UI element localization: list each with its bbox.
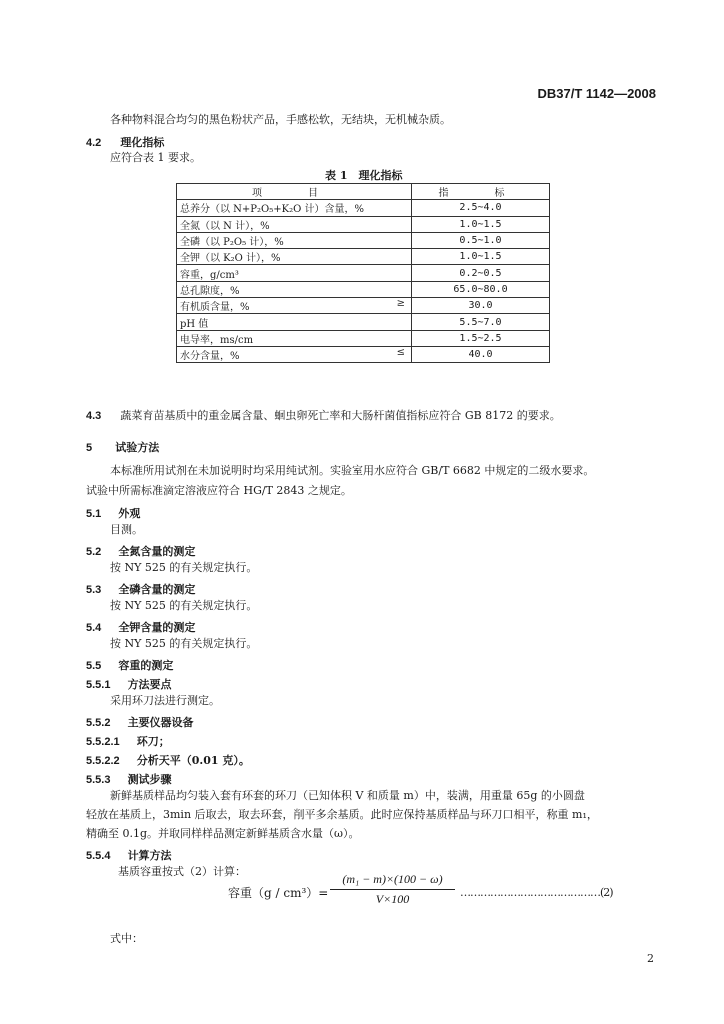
section-title: 全钾含量的测定 bbox=[118, 621, 196, 634]
table-caption: 表 1 理化指标 bbox=[325, 169, 403, 182]
section-number: 4.2 bbox=[86, 137, 102, 149]
row-value: 65.0~80.0 bbox=[412, 281, 550, 297]
section-title: 外观 bbox=[118, 507, 141, 520]
row-item bbox=[177, 281, 412, 297]
section-number: 5.5.4 bbox=[86, 850, 111, 862]
section-title: 全氮含量的测定 bbox=[118, 545, 196, 558]
section-title: 容重的测定 bbox=[118, 659, 174, 672]
table-row bbox=[177, 232, 550, 248]
section-5-5-3-line2: 轻放在基质上，3min 后取去，取去环套，削平多余基质。此时应保持基质样品与环刀口相平，称重 m₁， bbox=[86, 808, 598, 821]
equation-label: ……………………………………(2) bbox=[460, 886, 613, 899]
section-5-2-heading bbox=[86, 540, 195, 559]
formula-denominator: V×100 bbox=[375, 892, 410, 906]
section-number: 4.3 bbox=[86, 410, 102, 422]
section-5-5-4-text: 基质容重按式（2）计算： bbox=[118, 865, 246, 878]
row-item bbox=[177, 265, 412, 281]
section-title: 环刀； bbox=[136, 735, 170, 748]
section-number: 5.1 bbox=[86, 508, 102, 520]
item-label: 有机质含量，% bbox=[180, 302, 250, 314]
section-title: 理化指标 bbox=[120, 136, 165, 149]
formula-fraction bbox=[330, 872, 455, 907]
section-title: 方法要点 bbox=[127, 678, 172, 691]
section-5-3-heading bbox=[86, 578, 195, 597]
table-row bbox=[177, 249, 550, 265]
row-item bbox=[177, 314, 412, 330]
section-5-2-text: 按 NY 525 的有关规定执行。 bbox=[110, 561, 258, 574]
row-value: 30.0 bbox=[412, 298, 550, 314]
table-row bbox=[177, 346, 550, 362]
section-title: 主要仪器设备 bbox=[127, 716, 194, 729]
row-value: 1.5~2.5 bbox=[412, 330, 550, 346]
section-5-3-text: 按 NY 525 的有关规定执行。 bbox=[110, 599, 258, 612]
section-5-1-text: 目测。 bbox=[110, 523, 143, 536]
item-label: 电导率，ms/cm bbox=[180, 334, 254, 346]
section-5-1-heading bbox=[86, 502, 140, 521]
row-item bbox=[177, 330, 412, 346]
section-5-5-2-2 bbox=[86, 749, 250, 768]
section-5-5-3-line1: 新鲜基质样品均匀装入套有环套的环刀（已知体积 V 和质量 m）中，装满，用重量 65g 的小圆盘 bbox=[110, 789, 585, 802]
section-5-4-text: 按 NY 525 的有关规定执行。 bbox=[110, 637, 258, 650]
section-5-para-line1: 本标准所用试剂在未加说明时均采用纯试剂。实验室用水应符合 GB/T 6682 中规定的二级水要求。 bbox=[110, 464, 595, 477]
table-row bbox=[177, 281, 550, 297]
section-5-4-heading bbox=[86, 616, 195, 635]
item-symbol: ≥ bbox=[396, 298, 405, 310]
section-number: 5.3 bbox=[86, 584, 102, 596]
table-row bbox=[177, 314, 550, 330]
where-label: 式中： bbox=[110, 932, 143, 945]
row-item bbox=[177, 346, 412, 362]
properties-table bbox=[176, 183, 550, 363]
section-5-para-line2: 试验中所需标准滴定溶液应符合 HG/T 2843 之规定。 bbox=[86, 484, 352, 497]
section-5-5-3-line3: 精确至 0.1g。并取同样样品测定新鲜基质含水量（ω）。 bbox=[86, 827, 360, 840]
formula-numerator: (m₁ − m)×(100 − ω) bbox=[330, 872, 455, 890]
item-label: 全钾（以 K₂O 计），% bbox=[180, 253, 281, 265]
item-label: 总养分（以 N+P₂O₅+K₂O 计）含量，% bbox=[180, 204, 364, 216]
section-5-heading bbox=[86, 436, 159, 455]
table-row bbox=[177, 298, 550, 314]
column-header-item: 项 目 bbox=[177, 184, 412, 200]
section-text: 蔬菜育苗基质中的重金属含量、蛔虫卵死亡率和大肠杆菌值指标应符合 GB 8172 的要求。 bbox=[120, 409, 561, 422]
section-number: 5.2 bbox=[86, 546, 102, 558]
row-value: 5.5~7.0 bbox=[412, 314, 550, 330]
section-number: 5.5.2 bbox=[86, 717, 111, 729]
section-number: 5.4 bbox=[86, 622, 102, 634]
row-value: 0.2~0.5 bbox=[412, 265, 550, 281]
section-5-5-2-heading bbox=[86, 711, 194, 730]
item-label: 水分含量，% bbox=[180, 351, 240, 363]
intro-text: 各种物料混合均匀的黑色粉状产品，手感松软，无结块，无机械杂质。 bbox=[110, 113, 451, 126]
section-title: 试验方法 bbox=[115, 441, 160, 454]
section-5-5-4-heading bbox=[86, 844, 172, 863]
row-item bbox=[177, 232, 412, 248]
row-value: 1.0~1.5 bbox=[412, 249, 550, 265]
column-header-value: 指 标 bbox=[412, 184, 550, 200]
section-4-3 bbox=[86, 404, 561, 423]
section-number: 5.5.3 bbox=[86, 774, 111, 786]
section-number: 5.5 bbox=[86, 660, 102, 672]
row-value: 0.5~1.0 bbox=[412, 232, 550, 248]
row-item bbox=[177, 216, 412, 232]
row-value: 2.5~4.0 bbox=[412, 200, 550, 216]
section-5-5-1-text: 采用环刀法进行测定。 bbox=[110, 694, 220, 707]
table-row bbox=[177, 216, 550, 232]
section-number: 5.5.2.1 bbox=[86, 736, 120, 748]
formula-lhs: 容重（g / cm³）= bbox=[228, 886, 329, 900]
table-row bbox=[177, 330, 550, 346]
section-title: 计算方法 bbox=[127, 849, 172, 862]
section-title: 分析天平（0.01 克）。 bbox=[136, 754, 250, 767]
table-row bbox=[177, 200, 550, 216]
item-label: 容重，g/cm³ bbox=[180, 269, 239, 281]
table-row bbox=[177, 265, 550, 281]
row-value: 40.0 bbox=[412, 346, 550, 362]
section-5-5-heading bbox=[86, 654, 173, 673]
row-value: 1.0~1.5 bbox=[412, 216, 550, 232]
standard-code: DB37/T 1142—2008 bbox=[537, 86, 656, 101]
item-label: 总孔隙度，% bbox=[180, 285, 240, 297]
item-label: 全磷（以 P₂O₅ 计），% bbox=[180, 237, 284, 249]
row-item bbox=[177, 249, 412, 265]
row-item bbox=[177, 200, 412, 216]
section-number: 5 bbox=[86, 442, 93, 454]
item-label: 全氮（以 N 计），% bbox=[180, 220, 270, 232]
section-title: 全磷含量的测定 bbox=[118, 583, 196, 596]
page-number: 2 bbox=[647, 952, 654, 965]
row-item bbox=[177, 298, 412, 314]
section-title: 测试步骤 bbox=[127, 773, 172, 786]
table-header-row bbox=[177, 184, 550, 200]
section-5-5-3-heading bbox=[86, 768, 172, 787]
item-symbol: ≤ bbox=[396, 346, 405, 358]
item-label: pH 值 bbox=[180, 318, 209, 330]
section-4-2-text: 应符合表 1 要求。 bbox=[110, 151, 201, 164]
section-number: 5.5.2.2 bbox=[86, 755, 120, 767]
section-4-2-heading bbox=[86, 131, 164, 150]
section-5-5-1-heading bbox=[86, 673, 172, 692]
section-number: 5.5.1 bbox=[86, 679, 111, 691]
section-5-5-2-1 bbox=[86, 730, 170, 749]
